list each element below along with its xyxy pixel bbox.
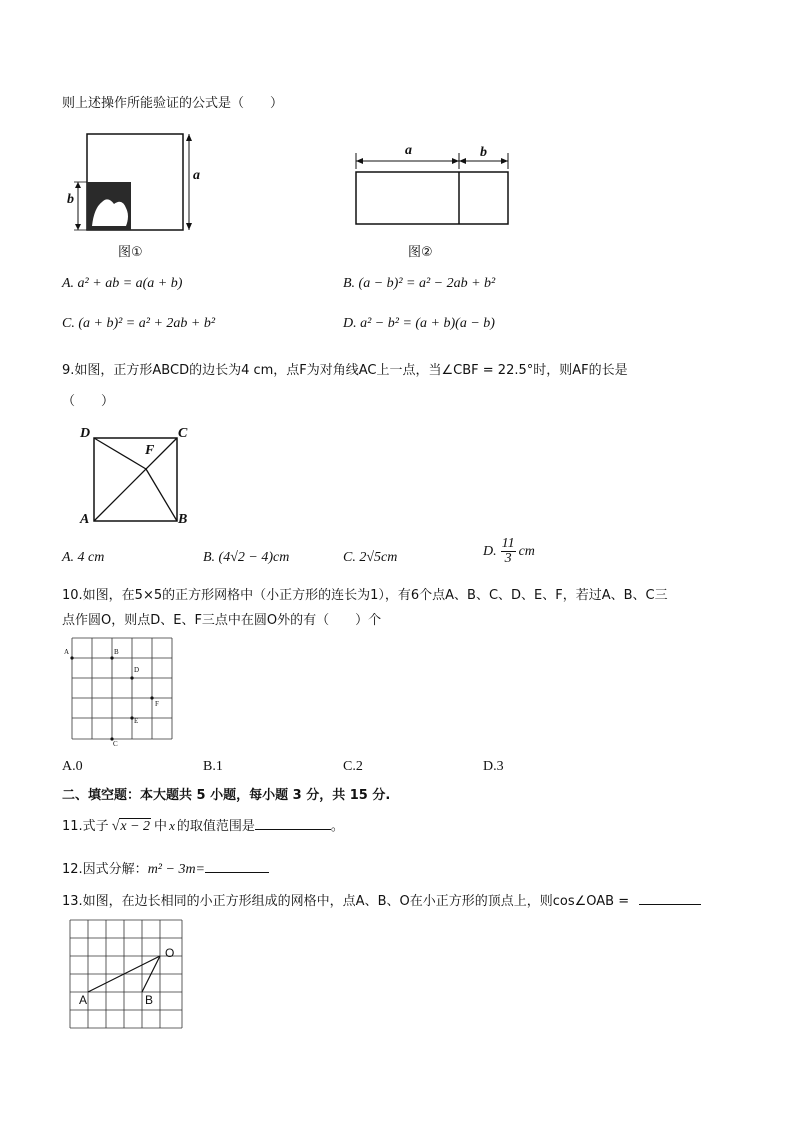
- q10-label-c: C: [113, 740, 118, 748]
- q12-prefix: 12.因式分解：: [62, 862, 148, 877]
- fig2-label-b: b: [480, 145, 487, 160]
- q9-option-b[interactable]: B. (4√2 − 4)cm: [203, 550, 290, 565]
- q9-label-a: A: [80, 512, 90, 527]
- fig2-label-a: a: [405, 143, 412, 158]
- q9-label-c: C: [178, 426, 188, 441]
- q13-grid-figure: [68, 918, 188, 1033]
- q10-option-c[interactable]: C.2: [343, 759, 363, 774]
- q11-end: 。: [330, 819, 344, 834]
- q11-answer-blank[interactable]: [255, 817, 331, 830]
- q9-fraction-denominator: 3: [504, 551, 512, 566]
- q10-option-b[interactable]: B.1: [203, 759, 223, 774]
- q10-option-a[interactable]: A.0: [62, 759, 83, 774]
- q13-label-b: B: [145, 993, 154, 1007]
- q10-label-d: D: [134, 666, 140, 674]
- q8-option-b[interactable]: B. (a − b)² = a² − 2ab + b²: [343, 276, 496, 291]
- q10-option-d[interactable]: D.3: [483, 759, 504, 774]
- q10-label-b: B: [114, 648, 119, 656]
- q11-mid: 中: [154, 819, 168, 834]
- q9-option-d-unit: cm: [518, 543, 535, 559]
- q10-label-e: E: [134, 717, 139, 725]
- q12-line: [62, 858, 269, 878]
- q9-option-d-fraction: [501, 537, 516, 566]
- q9-stem-line1: 9.如图，正方形ABCD的边长为4 cm，点F为对角线AC上一点，当∠CBF = 22.5°时，则AF的长是: [62, 363, 628, 378]
- q9-stem-line2: （ ）: [62, 394, 115, 409]
- q11-prefix: 11.式子: [62, 819, 109, 834]
- q12-expr: m² − 3m=: [147, 862, 205, 877]
- q10-grid-figure: [60, 636, 180, 748]
- q10-label-a: A: [64, 648, 70, 656]
- q10-label-f: F: [155, 700, 159, 708]
- q13-answer-blank[interactable]: [639, 892, 701, 905]
- fig2-caption: 图②: [408, 245, 433, 260]
- q13-label-o: O: [165, 946, 175, 960]
- q8-figure-1: [70, 128, 200, 233]
- section-heading: 二、填空题：本大题共 5 小题，每小题 3 分，共 15 分.: [62, 788, 391, 803]
- q8-stem: 则上述操作所能验证的公式是（ ）: [62, 96, 284, 111]
- q8-option-c[interactable]: C. (a + b)² = a² + 2ab + b²: [62, 316, 216, 331]
- fig1-label-b: b: [67, 192, 74, 207]
- q11-suffix: 的取值范围是: [176, 819, 255, 834]
- q9-label-f: F: [145, 443, 155, 458]
- fig1-caption: 图①: [118, 245, 143, 260]
- q11-radicand: x − 2: [120, 819, 151, 834]
- q10-stem-line2: 点作圆O，则点D、E、F三点中在圆O外的有（ ）个: [62, 613, 382, 628]
- q9-label-d: D: [80, 426, 91, 441]
- q10-stem-line1: 10.如图，在5×5的正方形网格中（小正方形的连长为1），有6个点A、B、C、D、E、F，若过A、B、C三: [62, 588, 668, 603]
- q12-answer-blank[interactable]: [205, 860, 269, 873]
- q9-option-c[interactable]: C. 2√5cm: [343, 550, 398, 565]
- q8-figure-2: [350, 145, 515, 230]
- q13-stem: 13.如图，在边长相同的小正方形组成的网格中，点A、B、O在小正方形的顶点上，则cos∠OAB =: [62, 894, 630, 909]
- q13-label-a: A: [79, 993, 88, 1007]
- q11-sqrt: √x − 2: [111, 819, 151, 834]
- q9-label-b: B: [178, 512, 188, 527]
- q9-option-d[interactable]: [483, 537, 535, 566]
- q13-line: [62, 890, 701, 909]
- q11-line: [62, 815, 344, 835]
- q9-fraction-numerator: 11: [501, 536, 515, 551]
- q9-option-a[interactable]: A. 4 cm: [62, 550, 105, 565]
- q8-option-d[interactable]: D. a² − b² = (a + b)(a − b): [343, 316, 495, 331]
- q8-option-a[interactable]: A. a² + ab = a(a + b): [62, 276, 183, 291]
- fig1-label-a: a: [193, 168, 200, 183]
- q9-square-figure: [80, 425, 190, 535]
- q9-option-d-prefix: D.: [483, 543, 497, 559]
- q11-var: x: [169, 818, 175, 833]
